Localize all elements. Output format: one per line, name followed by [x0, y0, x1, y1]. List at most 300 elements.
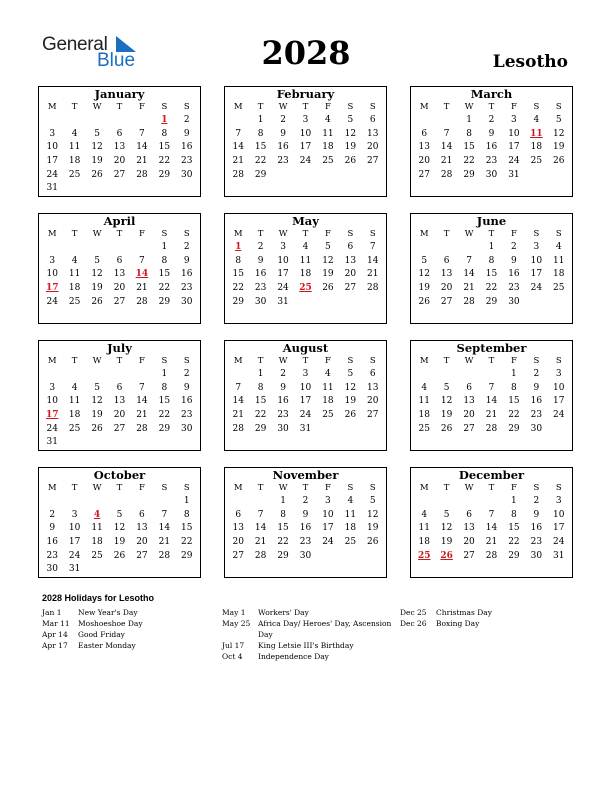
day-cell: 2 [511, 242, 517, 252]
day-cell: 29 [277, 550, 289, 561]
day-cell: 26 [91, 169, 103, 180]
day-cell: 25 [322, 410, 334, 421]
day-cell: 19 [91, 283, 103, 294]
day-cell: 26 [91, 296, 103, 307]
day-cell: 22 [158, 283, 171, 294]
day-cell: 17 [508, 142, 520, 153]
holiday-date: 17 [45, 410, 59, 421]
month-title: March [470, 87, 513, 101]
day-cell: 12 [91, 396, 103, 407]
day-cell: 26 [344, 410, 357, 421]
day-cell: 16 [299, 523, 312, 534]
day-cell: 3 [302, 369, 309, 379]
day-cell: 30 [181, 296, 193, 307]
month-february [224, 86, 387, 197]
day-cell: 15 [277, 523, 289, 534]
day-cell: 14 [367, 255, 379, 266]
weekday-label: F [510, 229, 517, 239]
holiday-date: 26 [440, 550, 453, 561]
weekday-label: T [257, 102, 264, 112]
day-cell: 13 [463, 523, 475, 534]
day-cell: 1 [466, 115, 472, 125]
day-cell: 3 [49, 382, 56, 393]
day-cell: 7 [161, 509, 168, 520]
day-cell: 5 [369, 496, 376, 506]
day-cell: 13 [113, 396, 126, 407]
day-cell: 4 [421, 382, 428, 393]
weekday-label: S [161, 102, 168, 112]
weekday-label: S [369, 229, 376, 239]
calendar-year: 2028 [261, 34, 351, 72]
day-cell: 28 [485, 423, 498, 434]
holiday-entry [222, 651, 392, 662]
day-cell: 2 [183, 369, 190, 379]
day-cell: 5 [347, 115, 354, 125]
day-cell: 12 [367, 509, 379, 520]
day-cell: 22 [254, 410, 267, 421]
day-cell: 10 [46, 142, 58, 153]
day-cell: 13 [418, 142, 430, 153]
day-cell: 23 [181, 156, 193, 167]
empty-cell [249, 495, 271, 509]
day-cell: 21 [158, 537, 171, 548]
day-cell: 28 [158, 550, 171, 561]
day-cell: 18 [68, 410, 81, 421]
day-cell: 15 [158, 142, 171, 153]
day-cell: 29 [158, 296, 171, 307]
day-cell: 3 [71, 509, 78, 520]
day-cell: 13 [367, 382, 379, 393]
day-cell: 27 [136, 550, 148, 561]
day-cell: 10 [46, 269, 58, 280]
day-cell: 29 [463, 169, 475, 180]
day-cell: 20 [463, 410, 475, 421]
day-cell: 30 [277, 423, 289, 434]
holidays-title: 2028 Holidays for Lesotho [42, 593, 155, 603]
day-cell: 6 [235, 509, 242, 520]
day-cell: 27 [463, 423, 475, 434]
weekday-label: T [302, 102, 309, 112]
day-cell: 19 [91, 156, 103, 167]
holiday-entry-date: Dec 25 [400, 608, 427, 617]
weekday-label: S [347, 229, 354, 239]
day-cell: 28 [463, 296, 475, 307]
empty-cell [108, 368, 130, 382]
day-cell: 24 [299, 156, 312, 167]
holiday-entry [400, 618, 570, 629]
month-title: December [458, 468, 525, 482]
weekday-label: W [92, 229, 102, 239]
empty-cell [86, 368, 108, 382]
holiday-date: 11 [530, 128, 543, 139]
day-cell: 2 [257, 242, 264, 252]
holiday-entry-name: Africa Day/ Heroes' Day, Ascension Day [258, 619, 392, 639]
day-cell: 23 [277, 156, 289, 167]
day-cell: 8 [511, 509, 517, 520]
day-cell: 5 [116, 509, 123, 520]
empty-cell [86, 241, 108, 255]
day-cell: 10 [508, 128, 520, 139]
empty-cell [86, 495, 108, 509]
month-april [38, 213, 201, 324]
day-cell: 13 [440, 269, 453, 280]
holiday-date: 17 [45, 283, 59, 294]
logo-blue-text: Blue [97, 50, 136, 71]
weekday-label: S [533, 102, 540, 112]
day-cell: 3 [49, 255, 56, 266]
month-june [410, 213, 573, 324]
weekday-label: T [443, 356, 450, 366]
day-cell: 7 [488, 509, 495, 520]
day-cell: 1 [511, 496, 517, 506]
holiday-entry [222, 607, 392, 618]
weekday-label: W [278, 356, 288, 366]
weekday-label: S [161, 356, 168, 366]
day-cell: 12 [440, 523, 453, 534]
day-cell: 4 [71, 382, 78, 393]
day-cell: 30 [46, 564, 58, 575]
day-cell: 18 [322, 142, 334, 153]
month-july [38, 340, 201, 451]
day-grid [225, 241, 386, 309]
day-cell: 10 [299, 128, 312, 139]
day-cell: 23 [181, 283, 193, 294]
day-cell: 14 [254, 523, 267, 534]
empty-cell [435, 495, 457, 509]
empty-cell [435, 368, 457, 382]
empty-cell [131, 114, 153, 128]
day-cell: 22 [232, 283, 244, 294]
day-cell: 30 [181, 169, 193, 180]
day-cell: 1 [280, 496, 286, 506]
weekday-label: S [555, 356, 562, 366]
day-cell: 21 [485, 537, 498, 548]
weekday-label: S [555, 102, 562, 112]
day-cell: 11 [322, 382, 334, 393]
weekday-label: M [233, 356, 243, 366]
day-cell: 6 [466, 382, 472, 393]
empty-cell [435, 114, 457, 128]
day-cell: 25 [530, 156, 543, 167]
day-cell: 22 [485, 283, 498, 294]
month-title: January [94, 87, 145, 101]
weekday-label: T [302, 483, 309, 493]
day-cell: 22 [508, 537, 520, 548]
day-cell: 9 [511, 255, 517, 266]
weekday-label: T [71, 102, 78, 112]
day-cell: 2 [183, 242, 190, 252]
day-cell: 5 [94, 382, 100, 393]
day-cell: 17 [299, 396, 312, 407]
day-cell: 10 [322, 509, 334, 520]
day-cell: 16 [530, 396, 543, 407]
day-cell: 17 [46, 156, 58, 167]
day-grid [39, 368, 200, 450]
weekday-label: M [47, 229, 57, 239]
day-cell: 19 [344, 396, 357, 407]
day-cell: 27 [113, 169, 126, 180]
holiday-entry-date: Jul 17 [222, 641, 245, 650]
day-cell: 19 [553, 142, 565, 153]
day-cell: 11 [553, 255, 565, 266]
weekday-label: W [92, 483, 102, 493]
holiday-entry [222, 640, 392, 651]
day-cell: 16 [508, 269, 520, 280]
day-cell: 12 [440, 396, 453, 407]
day-cell: 10 [68, 523, 81, 534]
day-cell: 4 [71, 128, 78, 139]
day-cell: 10 [553, 509, 565, 520]
weekday-label: W [464, 356, 474, 366]
day-cell: 23 [508, 283, 520, 294]
weekday-label: S [183, 102, 190, 112]
holiday-entry-date: Jan 1 [42, 608, 62, 617]
day-cell: 24 [46, 423, 58, 434]
day-cell: 13 [136, 523, 148, 534]
day-cell: 5 [443, 509, 450, 520]
weekday-label: M [419, 483, 429, 493]
day-cell: 19 [440, 410, 453, 421]
weekday-label: T [443, 483, 450, 493]
day-cell: 4 [71, 255, 78, 266]
day-cell: 15 [254, 396, 267, 407]
day-cell: 14 [440, 142, 453, 153]
day-cell: 9 [280, 382, 286, 393]
weekday-label: M [47, 102, 57, 112]
weekday-header [39, 229, 200, 240]
day-cell: 28 [367, 283, 379, 294]
day-cell: 24 [68, 550, 81, 561]
weekday-label: F [138, 229, 145, 239]
day-cell: 6 [369, 115, 376, 125]
weekday-label: T [488, 229, 495, 239]
day-cell: 20 [367, 396, 379, 407]
weekday-label: S [533, 229, 540, 239]
month-november [224, 467, 387, 578]
weekday-header [225, 102, 386, 113]
empty-cell [458, 368, 480, 382]
day-cell: 28 [440, 169, 453, 180]
weekday-header [411, 102, 572, 113]
day-cell: 23 [254, 283, 267, 294]
weekday-label: M [47, 356, 57, 366]
day-cell: 27 [440, 296, 453, 307]
day-cell: 24 [553, 410, 565, 421]
day-cell: 21 [136, 156, 148, 167]
weekday-label: T [71, 483, 78, 493]
day-cell: 5 [421, 255, 428, 266]
day-cell: 1 [488, 242, 495, 252]
day-cell: 10 [553, 382, 565, 393]
day-cell: 27 [367, 410, 379, 421]
day-cell: 9 [488, 128, 495, 139]
day-cell: 26 [440, 423, 453, 434]
logo-general-text: General [42, 34, 108, 55]
day-cell: 10 [299, 382, 312, 393]
holiday-column [42, 607, 212, 651]
day-cell: 8 [257, 382, 264, 393]
day-cell: 14 [158, 523, 171, 534]
day-cell: 18 [530, 142, 543, 153]
day-cell: 31 [277, 296, 289, 307]
day-cell: 6 [116, 128, 123, 139]
day-cell: 3 [533, 242, 540, 252]
month-may [224, 213, 387, 324]
day-cell: 29 [485, 296, 498, 307]
day-cell: 29 [508, 550, 520, 561]
weekday-label: S [555, 483, 562, 493]
day-cell: 18 [299, 269, 312, 280]
day-cell: 20 [440, 283, 453, 294]
day-cell: 4 [555, 242, 562, 252]
weekday-label: S [369, 356, 376, 366]
weekday-label: F [324, 483, 331, 493]
day-cell: 9 [533, 382, 540, 393]
day-cell: 8 [183, 509, 190, 520]
day-cell: 30 [508, 296, 520, 307]
day-cell: 16 [277, 396, 289, 407]
holiday-date: 25 [299, 283, 312, 294]
day-cell: 30 [530, 550, 543, 561]
weekday-label: T [257, 229, 264, 239]
month-title: April [103, 214, 136, 228]
day-cell: 21 [136, 410, 148, 421]
day-cell: 19 [367, 523, 379, 534]
weekday-header [411, 483, 572, 494]
day-cell: 9 [257, 255, 264, 266]
day-cell: 20 [113, 410, 126, 421]
day-cell: 28 [232, 423, 244, 434]
day-cell: 18 [418, 410, 430, 421]
empty-cell [413, 241, 435, 255]
weekday-label: T [257, 483, 264, 493]
day-cell: 3 [555, 369, 562, 379]
day-cell: 25 [68, 169, 81, 180]
weekday-label: M [419, 229, 429, 239]
day-cell: 2 [488, 115, 495, 125]
day-cell: 4 [302, 242, 309, 252]
holiday-entry [400, 607, 570, 618]
day-cell: 19 [418, 283, 430, 294]
day-cell: 16 [277, 142, 289, 153]
day-cell: 30 [530, 423, 543, 434]
holiday-entry-date: Oct 4 [222, 652, 243, 661]
day-cell: 18 [322, 396, 334, 407]
day-cell: 6 [347, 242, 354, 252]
holiday-entry-name: Boxing Day [436, 619, 480, 628]
day-cell: 23 [530, 410, 543, 421]
day-cell: 29 [508, 423, 520, 434]
day-cell: 7 [443, 128, 450, 139]
day-cell: 25 [553, 283, 565, 294]
day-cell: 20 [418, 156, 430, 167]
day-cell: 18 [68, 283, 81, 294]
day-cell: 24 [508, 156, 520, 167]
weekday-label: W [92, 356, 102, 366]
day-cell: 11 [68, 269, 81, 280]
day-cell: 26 [418, 296, 430, 307]
empty-cell [41, 114, 63, 128]
empty-cell [41, 495, 63, 509]
weekday-label: F [324, 102, 331, 112]
weekday-label: S [533, 483, 540, 493]
month-august [224, 340, 387, 451]
holiday-entry-date: Mar 11 [42, 619, 70, 628]
day-cell: 12 [91, 142, 103, 153]
empty-cell [108, 114, 130, 128]
month-march [410, 86, 573, 197]
day-cell: 1 [257, 369, 264, 379]
weekday-label: S [369, 483, 376, 493]
empty-cell [480, 368, 502, 382]
day-cell: 1 [161, 242, 168, 252]
empty-cell [227, 495, 249, 509]
day-cell: 13 [113, 269, 126, 280]
day-cell: 19 [91, 410, 103, 421]
day-cell: 6 [369, 369, 376, 379]
day-cell: 17 [322, 523, 334, 534]
day-cell: 23 [530, 537, 543, 548]
weekday-label: F [510, 483, 517, 493]
month-title: October [93, 468, 146, 482]
weekday-label: W [464, 483, 474, 493]
weekday-header [225, 229, 386, 240]
day-cell: 15 [232, 269, 244, 280]
day-cell: 6 [116, 382, 123, 393]
day-cell: 14 [485, 523, 498, 534]
empty-cell [227, 114, 249, 128]
day-cell: 4 [347, 496, 354, 506]
day-cell: 2 [280, 115, 286, 125]
weekday-label: S [555, 229, 562, 239]
day-cell: 23 [46, 550, 58, 561]
day-cell: 6 [443, 255, 450, 266]
empty-cell [108, 495, 130, 509]
day-cell: 5 [443, 382, 450, 393]
weekday-label: M [419, 102, 429, 112]
weekday-label: T [443, 229, 450, 239]
empty-cell [63, 495, 85, 509]
day-cell: 7 [235, 128, 242, 139]
weekday-label: S [347, 483, 354, 493]
day-cell: 12 [113, 523, 126, 534]
day-cell: 7 [235, 382, 242, 393]
weekday-label: T [488, 356, 495, 366]
day-cell: 26 [322, 283, 334, 294]
weekday-label: S [183, 229, 190, 239]
day-cell: 15 [508, 523, 520, 534]
day-cell: 18 [553, 269, 565, 280]
day-cell: 27 [463, 550, 475, 561]
weekday-label: M [419, 356, 429, 366]
month-title: November [272, 468, 339, 482]
day-cell: 30 [181, 423, 193, 434]
day-cell: 11 [68, 142, 81, 153]
day-cell: 29 [181, 550, 193, 561]
day-cell: 7 [139, 128, 145, 139]
day-cell: 11 [322, 128, 334, 139]
day-cell: 5 [94, 255, 100, 266]
day-cell: 7 [488, 382, 495, 393]
weekday-label: W [464, 102, 474, 112]
weekday-label: W [278, 483, 288, 493]
weekday-label: F [510, 356, 517, 366]
holiday-entry-name: Workers' Day [258, 608, 309, 617]
day-cell: 17 [553, 523, 565, 534]
day-cell: 10 [530, 255, 543, 266]
day-cell: 22 [254, 156, 267, 167]
day-cell: 17 [553, 396, 565, 407]
